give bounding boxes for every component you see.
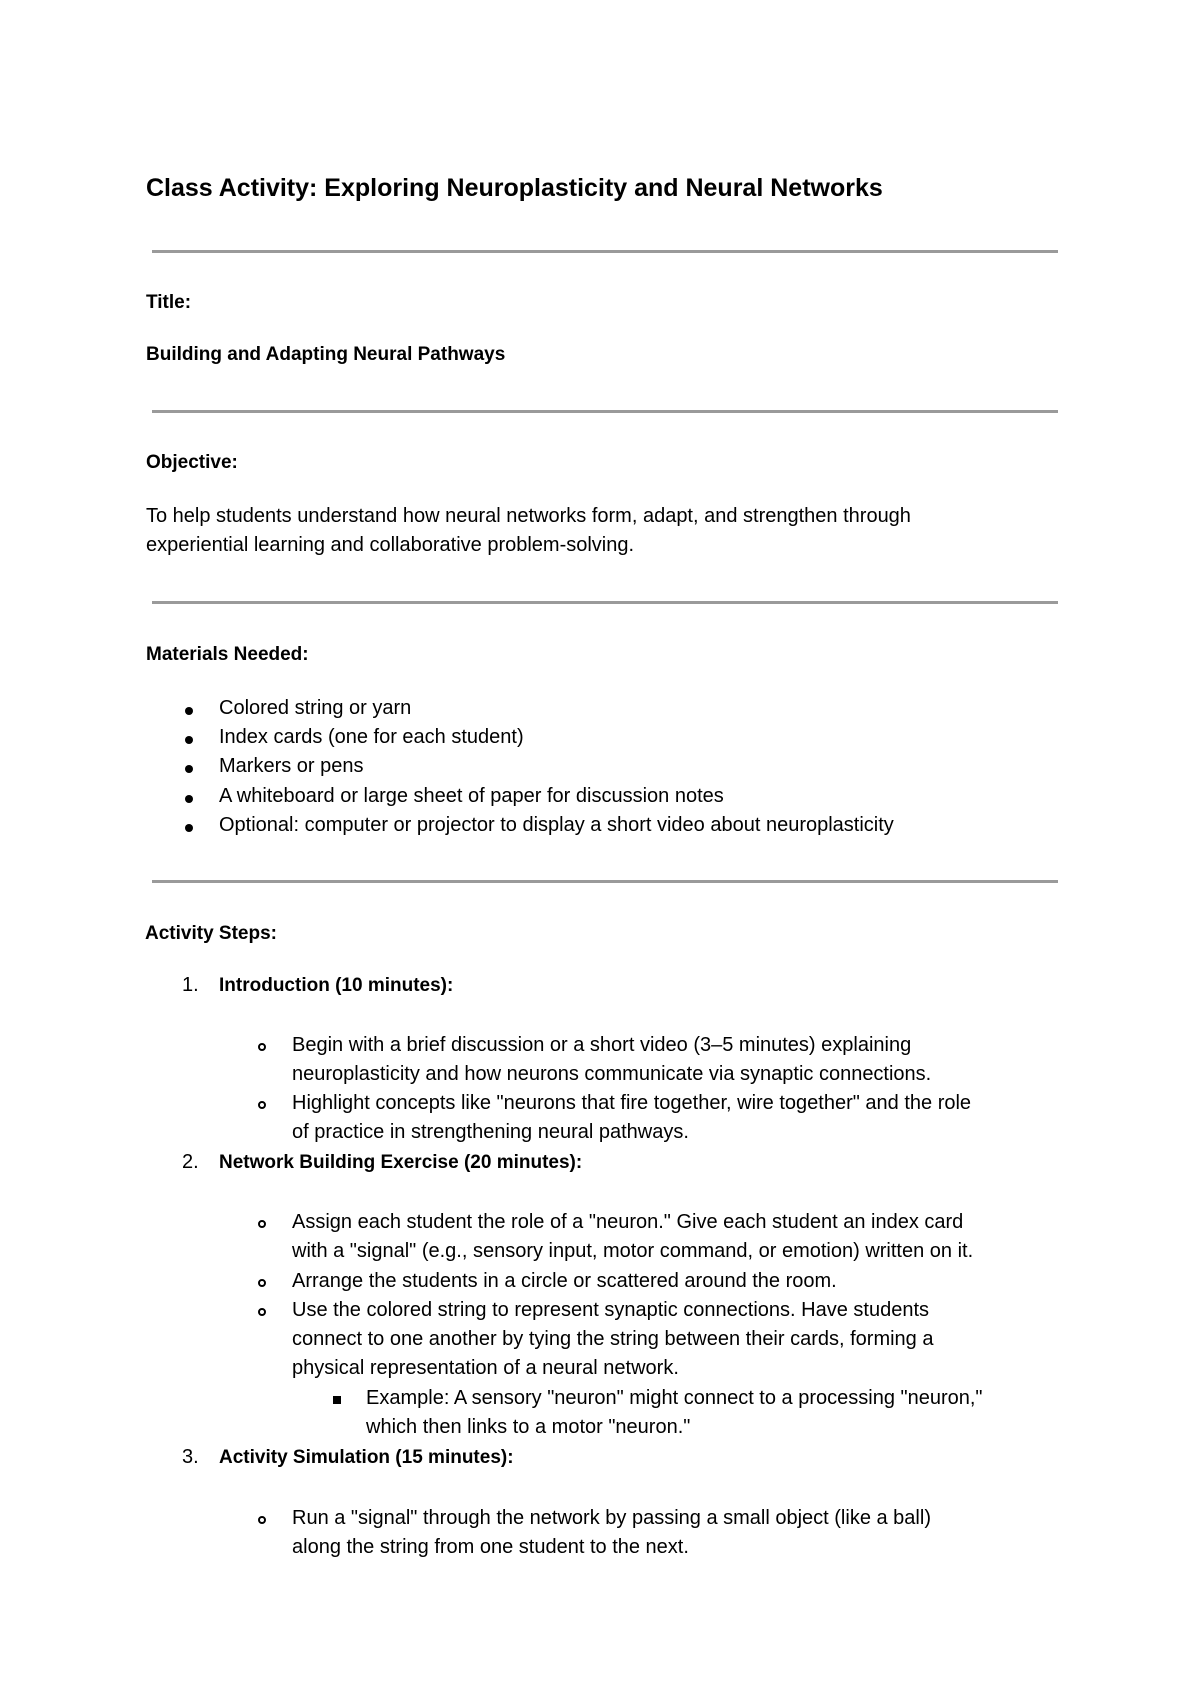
step-bullet-line: connect to one another by tying the string between their cards, forming a: [292, 1328, 934, 1350]
step-number: 3.: [182, 1446, 199, 1468]
circle-bullet-icon: [258, 1220, 266, 1228]
step-bullet-line: Run a "signal" through the network by passing a small object (like a ball): [292, 1507, 931, 1529]
step-number: 2.: [182, 1151, 199, 1173]
step-title: Introduction (10 minutes):: [219, 975, 454, 996]
materials-heading: Materials Needed:: [146, 644, 309, 665]
objective-text-line: experiential learning and collaborative problem-solving.: [146, 534, 635, 556]
materials-item: Colored string or yarn: [219, 697, 412, 719]
circle-bullet-icon: [258, 1308, 266, 1316]
step-subbullet-line: which then links to a motor "neuron.": [366, 1416, 691, 1438]
divider: [152, 250, 1058, 253]
step-title: Activity Simulation (15 minutes):: [219, 1447, 514, 1468]
materials-item: Markers or pens: [219, 755, 364, 777]
bullet-icon: [185, 707, 193, 715]
step-number: 1.: [182, 974, 199, 996]
title-heading: Title:: [146, 292, 192, 313]
circle-bullet-icon: [258, 1043, 266, 1051]
bullet-icon: [185, 795, 193, 803]
step-title: Network Building Exercise (20 minutes):: [219, 1152, 583, 1173]
circle-bullet-icon: [258, 1101, 266, 1109]
bullet-icon: [185, 824, 193, 832]
square-bullet-icon: [333, 1396, 341, 1404]
step-bullet-line: with a "signal" (e.g., sensory input, motor command, or emotion) written on it.: [292, 1240, 974, 1262]
step-bullet-line: Begin with a brief discussion or a short video (3–5 minutes) explaining: [292, 1034, 912, 1056]
page-title: Class Activity: Exploring Neuroplasticity and Neural Networks: [146, 174, 883, 202]
step-bullet-line: of practice in strengthening neural pathways.: [292, 1121, 689, 1143]
bullet-icon: [185, 736, 193, 744]
divider: [152, 601, 1058, 604]
materials-item: A whiteboard or large sheet of paper for discussion notes: [219, 785, 724, 807]
activity-heading: Activity Steps:: [145, 923, 277, 944]
materials-item: Index cards (one for each student): [219, 726, 524, 748]
step-bullet-line: neuroplasticity and how neurons communicate via synaptic connections.: [292, 1063, 932, 1085]
materials-item: Optional: computer or projector to display a short video about neuroplasticity: [219, 814, 894, 836]
divider: [152, 410, 1058, 413]
circle-bullet-icon: [258, 1516, 266, 1524]
bullet-icon: [185, 765, 193, 773]
step-bullet-line: physical representation of a neural network.: [292, 1357, 679, 1379]
title-value: Building and Adapting Neural Pathways: [146, 344, 506, 365]
step-bullet-line: along the string from one student to the next.: [292, 1536, 689, 1558]
objective-text-line: To help students understand how neural networks form, adapt, and strengthen through: [146, 505, 911, 527]
circle-bullet-icon: [258, 1279, 266, 1287]
divider: [152, 880, 1058, 883]
step-bullet-line: Highlight concepts like "neurons that fire together, wire together" and the role: [292, 1092, 972, 1114]
step-subbullet-line: Example: A sensory "neuron" might connect to a processing "neuron,": [366, 1387, 983, 1409]
step-bullet-line: Assign each student the role of a "neuron." Give each student an index card: [292, 1211, 964, 1233]
step-bullet-line: Use the colored string to represent synaptic connections. Have students: [292, 1299, 930, 1321]
objective-heading: Objective:: [146, 452, 238, 473]
step-bullet-line: Arrange the students in a circle or scattered around the room.: [292, 1270, 837, 1292]
